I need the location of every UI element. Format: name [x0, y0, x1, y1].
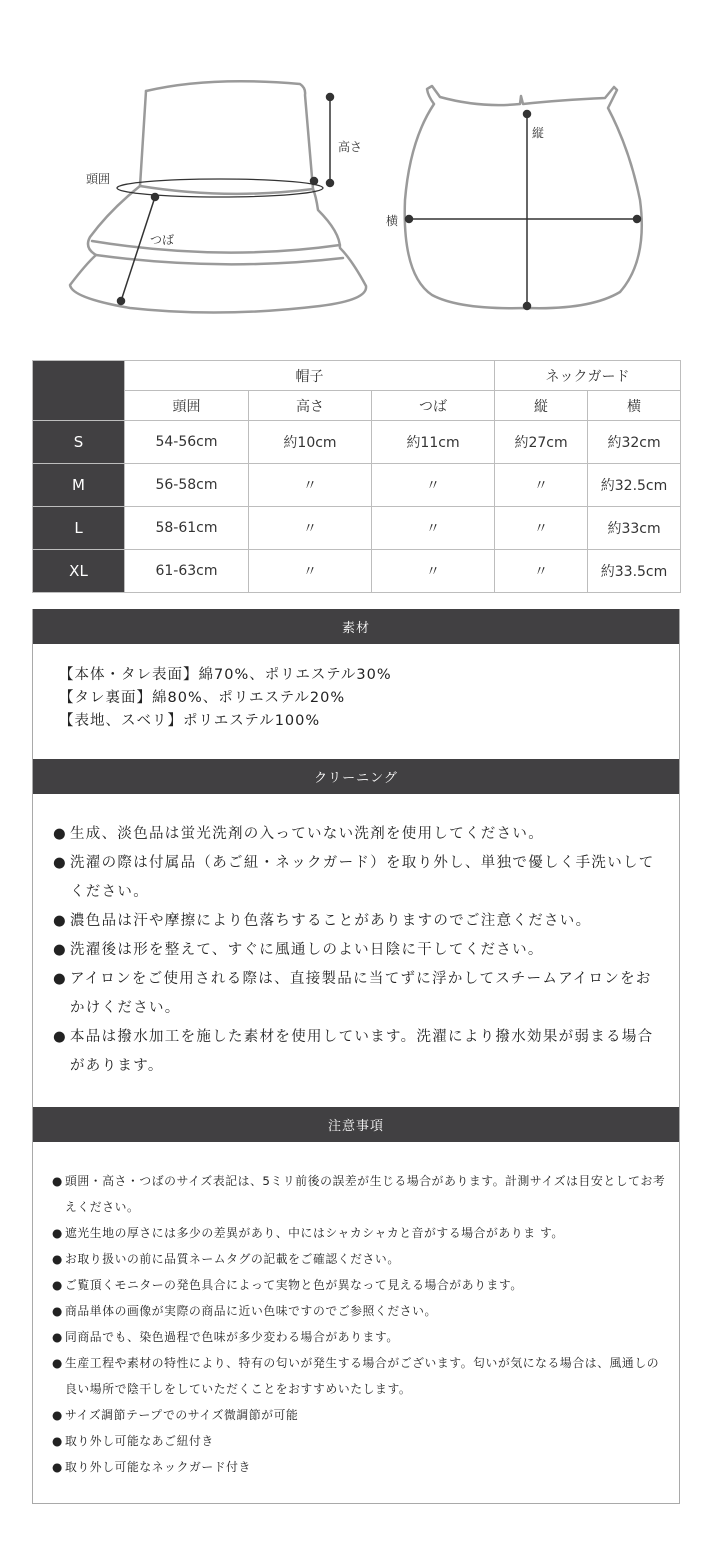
- materials-body: [33, 644, 679, 733]
- list-item: [52, 1220, 669, 1246]
- table-cell: 58-61cm: [125, 507, 249, 550]
- table-row: [33, 464, 681, 507]
- materials-line: 【タレ裏面】綿80%、ポリエステル20%: [59, 690, 346, 706]
- table-cell: 約11cm: [372, 421, 495, 464]
- table-cell: 56-58cm: [125, 464, 249, 507]
- table-cell: 61-63cm: [125, 550, 249, 593]
- table-cell: 〃: [495, 464, 588, 507]
- materials-title: 素材: [33, 609, 679, 644]
- label-neck-length: 縦: [532, 126, 545, 140]
- note-item-text: ● 生産工程や素材の特性により、特有の匂いが発生する場合がございます。匂いが気になる場合は、風通しの良い場所で陰干しをしていただくことをおすすめいたします。: [65, 1356, 660, 1396]
- note-item-text: ● お取り扱いの前に品質ネームタグの記載をご確認ください。: [65, 1252, 400, 1266]
- table-cell: 〃: [249, 507, 372, 550]
- label-height: 高さ: [338, 140, 363, 154]
- measurement-diagrams: [0, 0, 712, 340]
- size-table: [32, 360, 681, 593]
- notes-title: 注意事項: [33, 1107, 679, 1142]
- size-label: L: [33, 507, 125, 550]
- table-cell: 約33.5cm: [588, 550, 681, 593]
- hat-measure-lines: [117, 94, 334, 305]
- table-row: [33, 507, 681, 550]
- label-neck-width: 横: [386, 214, 399, 228]
- note-item-text: ● 取り外し可能なあご紐付き: [65, 1434, 214, 1448]
- size-label: S: [33, 421, 125, 464]
- table-row: [33, 421, 681, 464]
- table-cell: 〃: [495, 550, 588, 593]
- table-cell: 約33cm: [588, 507, 681, 550]
- neckguard-measure-lines: [406, 111, 641, 310]
- list-item: [53, 820, 655, 849]
- note-item-text: ● ご覧頂くモニターの発色具合によって実物と色が異なって見える場合があります。: [65, 1278, 523, 1292]
- cleaning-item-text: ● 濃色品は汗や摩擦により色落ちすることがありますのでご注意ください。: [70, 913, 592, 929]
- column-header: 高さ: [249, 391, 372, 421]
- cleaning-title: クリーニング: [33, 759, 679, 794]
- list-item: [53, 936, 655, 965]
- table-cell: 約32.5cm: [588, 464, 681, 507]
- table-row: [33, 550, 681, 593]
- column-header: 縦: [495, 391, 588, 421]
- list-item: [52, 1350, 669, 1402]
- group-header-neckguard: ネックガード: [495, 361, 681, 391]
- list-item: [53, 849, 655, 907]
- size-label: M: [33, 464, 125, 507]
- cleaning-item-text: ● 本品は撥水加工を施した素材を使用しています。洗濯により撥水効果が弱まる場合があります。: [70, 1029, 654, 1074]
- list-item: [53, 1023, 655, 1081]
- table-cell: 〃: [372, 464, 495, 507]
- table-cell: 〃: [372, 507, 495, 550]
- note-item-text: ● サイズ調節テープでのサイズ微調節が可能: [65, 1408, 299, 1422]
- cleaning-list: [33, 794, 679, 1081]
- table-cell: 〃: [249, 550, 372, 593]
- notes-section: [32, 1107, 680, 1504]
- column-header: 頭囲: [125, 391, 249, 421]
- table-cell: 〃: [495, 507, 588, 550]
- list-item: [53, 965, 655, 1023]
- list-item: [52, 1454, 669, 1480]
- notes-list: [33, 1142, 679, 1480]
- list-item: [52, 1272, 669, 1298]
- note-item-text: ● 遮光生地の厚さには多少の差異があり、中にはシャカシャカと音がする場合がありま す。: [65, 1226, 564, 1240]
- list-item: [52, 1428, 669, 1454]
- note-item-text: ● 頭囲・高さ・つばのサイズ表記は、5ミリ前後の誤差が生じる場合があります。計測サイズは目安としてお考えください。: [65, 1174, 666, 1214]
- cleaning-item-text: ● 洗濯後は形を整えて、すぐに風通しのよい日陰に干してください。: [70, 942, 544, 958]
- neckguard-diagram: [405, 86, 642, 308]
- column-header: つば: [372, 391, 495, 421]
- cleaning-item-text: ● 生成、淡色品は蛍光洗剤の入っていない洗剤を使用してください。: [70, 826, 544, 842]
- materials-line: 【表地、スベリ】ポリエステル100%: [59, 713, 321, 729]
- list-item: [52, 1402, 669, 1428]
- table-corner: [33, 361, 125, 421]
- group-header-hat: 帽子: [125, 361, 495, 391]
- label-brim: つば: [150, 233, 175, 247]
- list-item: [52, 1168, 669, 1220]
- materials-line: 【本体・タレ表面】綿70%、ポリエステル30%: [59, 667, 392, 683]
- table-cell: 約32cm: [588, 421, 681, 464]
- table-cell: 約10cm: [249, 421, 372, 464]
- cleaning-item-text: ● 洗濯の際は付属品（あご紐・ネックガード）を取り外し、単独で優しく手洗いしてください。: [70, 855, 655, 900]
- table-cell: 約27cm: [495, 421, 588, 464]
- table-cell: 〃: [249, 464, 372, 507]
- note-item-text: ● 取り外し可能なネックガード付き: [65, 1460, 251, 1474]
- column-header: 横: [588, 391, 681, 421]
- cleaning-item-text: ● アイロンをご使用される際は、直接製品に当てずに浮かしてスチームアイロンをおかけください。: [70, 971, 652, 1016]
- label-circumference: 頭囲: [86, 172, 111, 186]
- note-item-text: ● 商品単体の画像が実際の商品に近い色味ですのでご参照ください。: [65, 1304, 437, 1318]
- cleaning-section: [32, 759, 680, 1108]
- table-cell: 〃: [372, 550, 495, 593]
- table-cell: 54-56cm: [125, 421, 249, 464]
- size-label: XL: [33, 550, 125, 593]
- list-item: [52, 1298, 669, 1324]
- list-item: [53, 907, 655, 936]
- materials-section: [32, 609, 680, 760]
- list-item: [52, 1246, 669, 1272]
- note-item-text: ● 同商品でも、染色過程で色味が多少変わる場合があります。: [65, 1330, 399, 1344]
- list-item: [52, 1324, 669, 1350]
